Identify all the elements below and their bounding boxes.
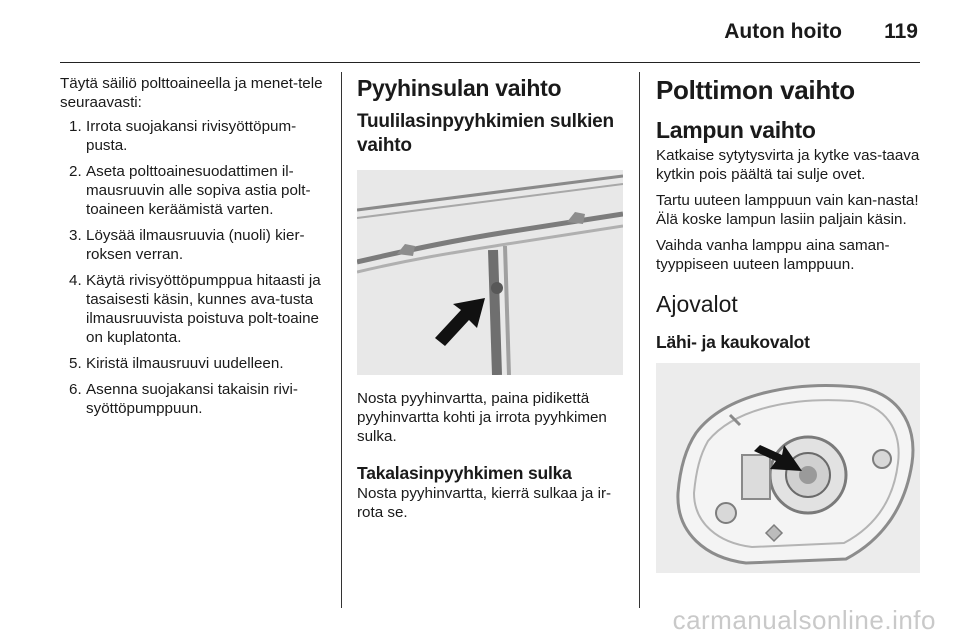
step-text: Kiristä ilmausruuvi uudelleen. <box>86 355 284 372</box>
subheading-bulb-change: Lampun vaihto <box>656 117 816 143</box>
bulb-paragraph-1: Katkaise sytytysvirta ja kytke vas-taava kytkin pois päältä tai sulje ovet. <box>656 147 920 183</box>
rear-wiper-instructions: Nosta pyyhinvartta, kierrä sulkaa ja ir-rota se. <box>357 485 612 521</box>
wiper-figure <box>357 170 623 375</box>
step-number: 2. <box>69 163 82 180</box>
steps-list <box>60 117 330 418</box>
subheading-rear-wiper: Takalasinpyyhkimen sulka <box>357 463 572 483</box>
wiper-instructions: Nosta pyyhinvartta, paina pidikettä pyyhinvartta kohti ja irrota pyyhkimen sulka. <box>357 390 607 445</box>
page-header <box>60 14 920 58</box>
step-text: Aseta polttoainesuodattimen il-mausruuvin alle sopiva astia polt-toaineen keräämistä varten. <box>86 163 311 218</box>
section-headlights: Ajovalot <box>656 291 738 317</box>
header-title: Auton hoito <box>724 20 842 43</box>
watermark: carmanualsonline.info <box>672 605 936 635</box>
list-item <box>60 226 330 264</box>
headlight-illustration <box>656 363 920 573</box>
column-2 <box>357 74 625 522</box>
list-item <box>60 162 330 219</box>
bulb-paragraph-3: Vaihda vanha lamppu aina saman-tyyppiseen uuteen lamppuun. <box>656 237 890 273</box>
column-divider-2 <box>639 72 640 608</box>
column-3 <box>656 74 922 573</box>
section-heading-wiper: Pyyhinsulan vaihto <box>357 75 562 101</box>
page-number: 119 <box>884 20 918 43</box>
step-text: Asenna suojakansi takaisin rivi-syöttöpumppuun. <box>86 381 298 417</box>
step-text: Irrota suojakansi rivisyöttöpum-pusta. <box>86 118 297 154</box>
step-number: 5. <box>69 355 82 372</box>
list-item <box>60 271 330 347</box>
header-rule <box>60 62 920 63</box>
subheading-windshield-wiper: Tuulilasinpyyhkimien sulkien vaihto <box>357 111 614 156</box>
step-number: 4. <box>69 272 82 289</box>
list-item <box>60 117 330 155</box>
list-item <box>60 380 330 418</box>
subheading-dipped-main-beam: Lähi- ja kaukovalot <box>656 332 810 352</box>
bulb-paragraph-2: Tartu uuteen lamppuun vain kan-nasta! Älä koske lampun lasiin paljain käsin. <box>656 192 919 228</box>
column-1 <box>60 74 330 425</box>
step-number: 3. <box>69 227 82 244</box>
headlight-figure <box>656 363 920 573</box>
intro-paragraph: Täytä säiliö polttoaineella ja menet-tele seuraavasti: <box>60 75 323 111</box>
step-text: Löysää ilmausruuvia (nuoli) kier-roksen verran. <box>86 227 305 263</box>
step-text: Käytä rivisyöttöpumppua hitaasti ja tasaisesti käsin, kunnes ava-tusta ilmausruuvista poistuva polt-toaine on kuplatonta. <box>86 272 321 346</box>
list-item <box>60 354 330 373</box>
wiper-illustration <box>357 170 623 375</box>
column-divider-1 <box>341 72 342 608</box>
section-heading-bulb: Polttimon vaihto <box>656 75 855 105</box>
step-number: 6. <box>69 381 82 398</box>
step-number: 1. <box>69 118 82 135</box>
